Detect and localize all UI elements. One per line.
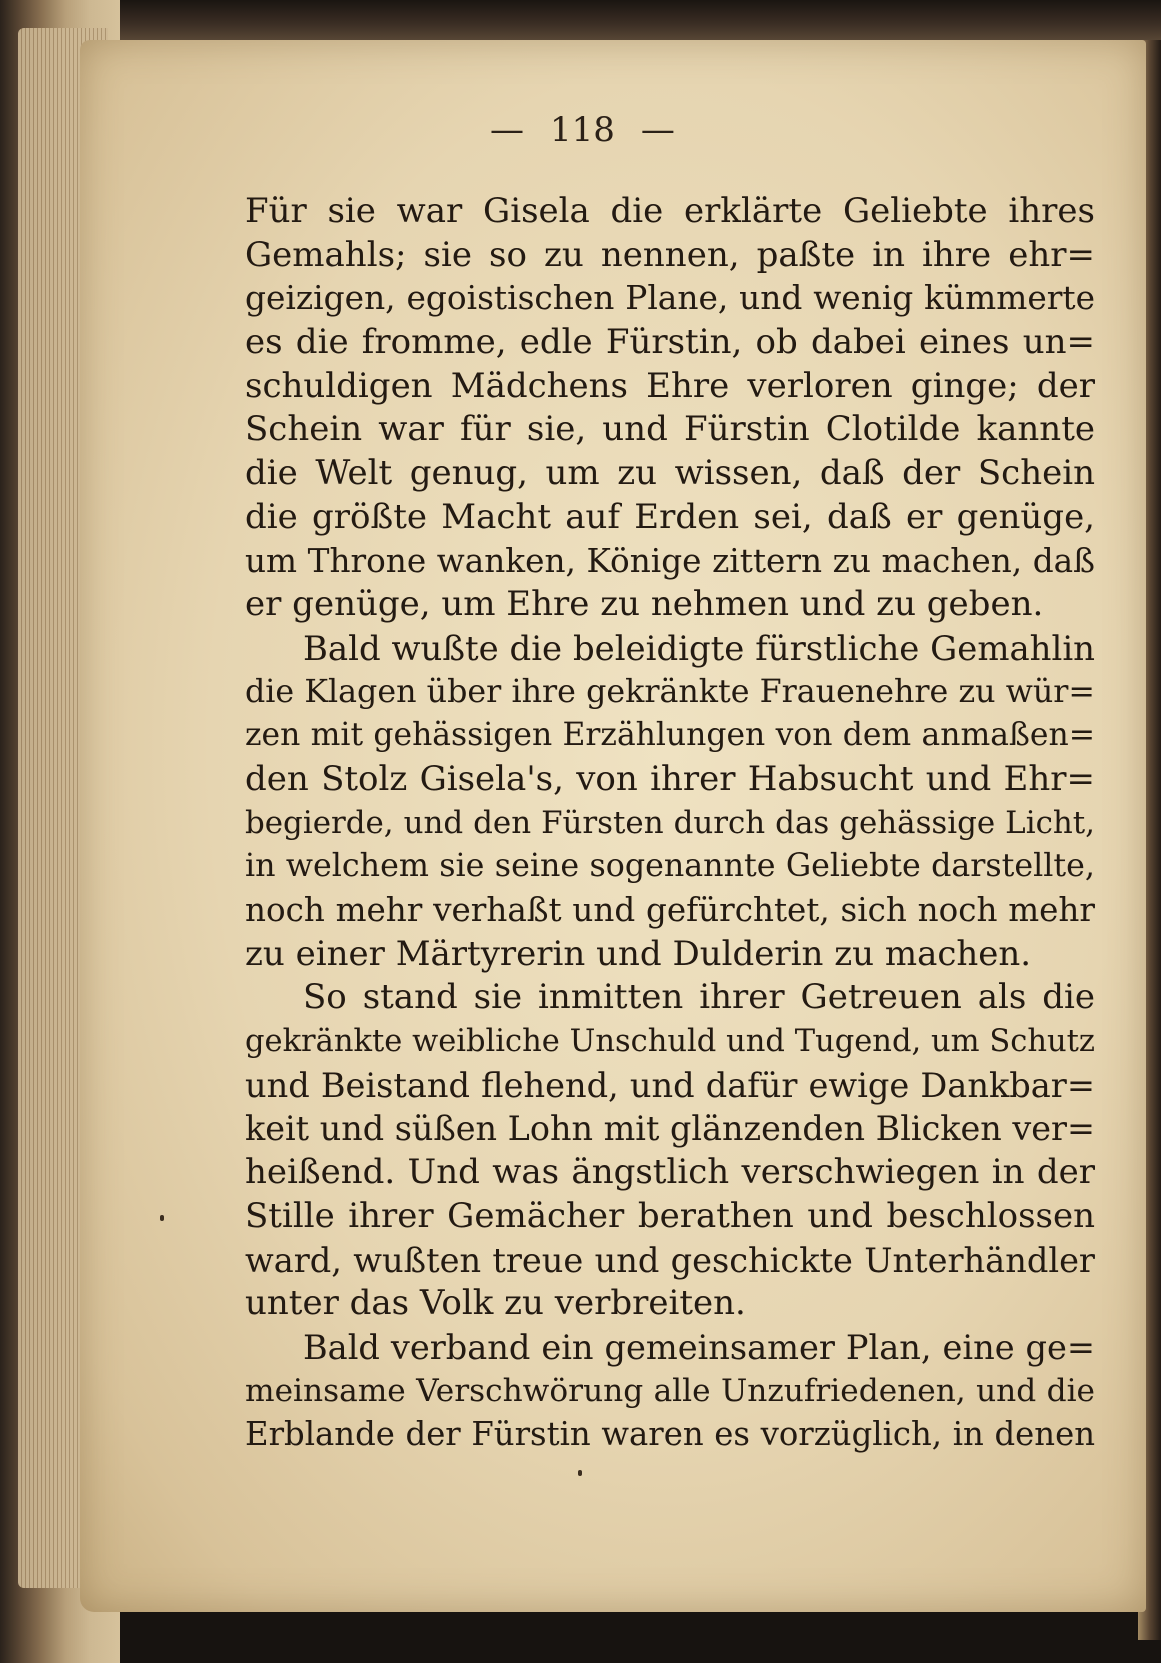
text-line: es die fromme, edle Fürstin, ob dabei eines un= [245,322,1095,363]
text-line: Bald verband ein gemeinsamer Plan, eine ge= [303,1327,1095,1367]
text-line: unter das Volk zu verbreiten. [245,1283,746,1324]
text-line: zen mit gehässigen Erzählungen von dem anmaßen= [245,717,1095,754]
text-line: Gemahls; sie so zu nennen, paßte in ihre ehr= [245,234,1095,275]
text-line: zu einer Märtyrerin und Dulderin zu machen. [245,933,1032,974]
text-line: schuldigen Mädchens Ehre verloren ginge; der [245,365,1095,406]
text-line: Schein war für sie, und Fürstin Clotilde kannte [245,409,1095,450]
text-line: den Stolz Gisela's, von ihrer Habsucht und Ehr= [245,758,1095,799]
text-line: Für sie war Gisela die erklärte Geliebte ihres [245,191,1095,231]
text-line: ward, wußten treue und geschickte Unterhändler [245,1240,1095,1280]
text-line: die Welt genug, um zu wissen, daß der Schein [245,453,1095,494]
text-line: heißend. Und was ängstlich verschwiegen in der [245,1152,1095,1193]
page-number: 118 [550,110,615,150]
text-line: Erblande der Fürstin waren es vorzüglich, in denen [245,1415,1095,1454]
text-line: meinsame Verschwörung alle Unzufriedenen, und die [245,1372,1095,1409]
text-line: keit und süßen Lohn mit glänzenden Blicken ver= [245,1109,1095,1149]
text-line: So stand sie inmitten ihrer Getreuen als die [303,977,1095,1018]
text-line: Bald wußte die beleidigte fürstliche Gemahlin [303,628,1095,668]
paper-speck [578,1470,582,1476]
text-line: die Klagen über ihre gekränkte Frauenehre zu wür= [245,673,1095,710]
text-line: Stille ihrer Gemächer berathen und beschlossen [245,1195,1095,1236]
text-line: um Throne wanken, Könige zittern zu machen, daß [245,541,1095,580]
page-header [490,110,790,170]
header-dash-left: — [490,110,524,150]
text-line: begierde, und den Fürsten durch das gehässige Licht, [245,804,1095,841]
text-line: gekränkte weibliche Unschuld und Tugend, um Schutz [245,1024,1095,1060]
book-binding-top [0,0,1161,40]
text-line: geizigen, egoistischen Plane, und wenig kümmerte [245,279,1095,318]
text-line: die größte Macht auf Erden sei, daß er genüge, [245,496,1095,537]
paper-speck [160,1215,164,1221]
text-line: noch mehr verhaßt und gefürchtet, sich noch mehr [245,891,1095,929]
text-line: und Beistand flehend, und dafür ewige Dankbar= [245,1065,1095,1105]
body-text [245,190,1095,1457]
text-line: in welchem sie seine sogenannte Geliebte darstellte, [245,848,1095,885]
text-line: er genüge, um Ehre zu nehmen und zu geben. [245,584,1044,625]
header-dash-right: — [640,110,675,150]
